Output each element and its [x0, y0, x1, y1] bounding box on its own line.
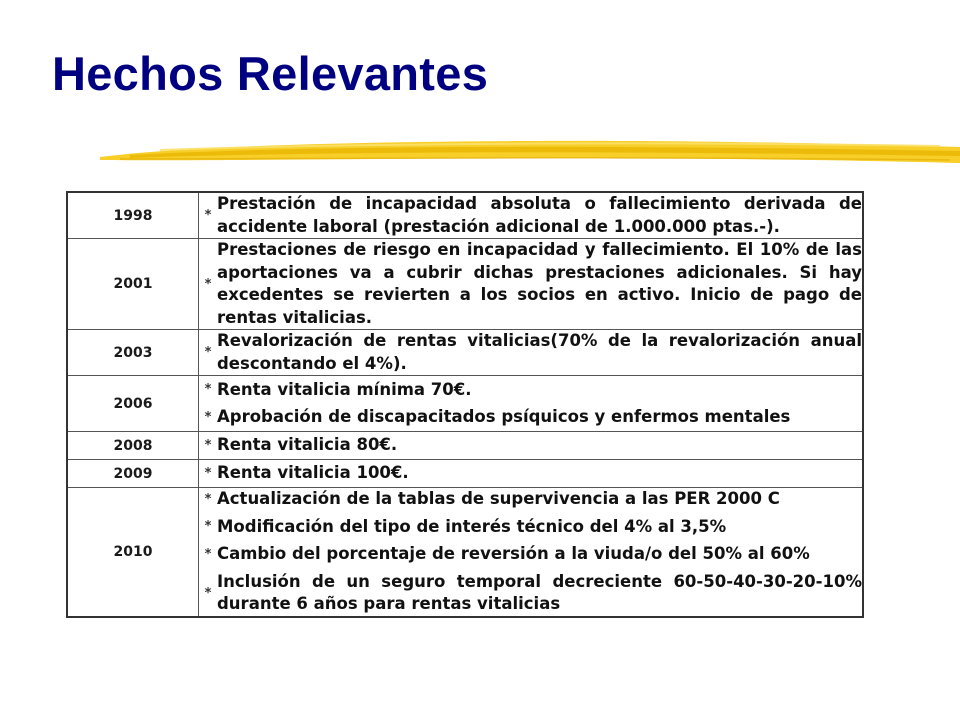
list-item	[199, 462, 862, 485]
description-cell	[199, 488, 864, 617]
list-item	[199, 379, 862, 402]
item-text: Actualización de la tablas de supervivencia a las PER 2000 C	[217, 489, 780, 508]
description-cell	[199, 460, 864, 488]
item-text: Aprobación de discapacitados psíquicos y enfermos mentales	[217, 407, 791, 426]
asterisk-icon: *	[204, 276, 212, 292]
list-item	[199, 406, 862, 429]
asterisk-icon: *	[204, 519, 212, 535]
asterisk-icon: *	[204, 345, 212, 360]
asterisk-icon: *	[204, 409, 212, 425]
table-row	[67, 488, 863, 617]
item-text: Revalorización de rentas vitalicias(70% de la revalorización anual descontando el 4%).	[217, 331, 862, 373]
year-cell: 1998	[67, 192, 199, 239]
asterisk-icon: *	[204, 208, 212, 223]
asterisk-icon: *	[204, 382, 212, 398]
item-text: Cambio del porcentaje de reversión a la viuda/o del 50% al 60%	[217, 544, 810, 563]
year-cell: 2006	[67, 376, 199, 432]
year-cell: 2001	[67, 239, 199, 330]
asterisk-icon: *	[204, 466, 212, 481]
highlighter-stroke	[0, 130, 960, 180]
events-table	[66, 191, 864, 618]
asterisk-icon: *	[204, 585, 212, 601]
item-text: Prestación de incapacidad absoluta o fallecimiento derivada de accidente laboral (prestación adicional de 1.000.000 ptas.-).	[217, 194, 862, 236]
item-text: Renta vitalicia mínima 70€.	[217, 379, 472, 399]
year-cell: 2003	[67, 330, 199, 376]
table-row	[67, 239, 863, 330]
list-item	[199, 543, 862, 566]
table-row	[67, 330, 863, 376]
year-cell: 2010	[67, 488, 199, 617]
item-text: Modificación del tipo de interés técnico del 4% al 3,5%	[217, 516, 727, 536]
slide-title: Hechos Relevantes	[52, 47, 489, 100]
asterisk-icon: *	[204, 438, 212, 453]
table-row	[67, 460, 863, 488]
description-cell	[199, 330, 864, 376]
description-cell	[199, 192, 864, 239]
description-cell	[199, 432, 864, 460]
year-cell: 2008	[67, 432, 199, 460]
list-item	[199, 571, 862, 616]
table-row	[67, 192, 863, 239]
item-text: Inclusión de un seguro temporal decreciente 60-50-40-30-20-10% durante 6 años para rentas vitalicias	[217, 571, 862, 613]
list-item	[199, 488, 862, 511]
asterisk-icon: *	[204, 491, 212, 507]
item-text: Renta vitalicia 80€.	[217, 435, 398, 455]
year-cell: 2009	[67, 460, 199, 488]
item-text: Renta vitalicia 100€.	[217, 463, 409, 483]
list-item	[199, 434, 862, 457]
list-item	[199, 516, 862, 539]
description-cell	[199, 239, 864, 330]
table-row	[67, 432, 863, 460]
asterisk-icon: *	[204, 546, 212, 562]
list-item	[199, 239, 862, 329]
description-cell	[199, 376, 864, 432]
item-text: Prestaciones de riesgo en incapacidad y fallecimiento. El 10% de las aportaciones va a cubrir dichas prestaciones adicionales. Si hay excedentes se revierten a los socios en activo. Inicio de pago de rentas vitalicias.	[217, 240, 862, 327]
list-item	[199, 330, 862, 375]
list-item	[199, 193, 862, 238]
table-row	[67, 376, 863, 432]
